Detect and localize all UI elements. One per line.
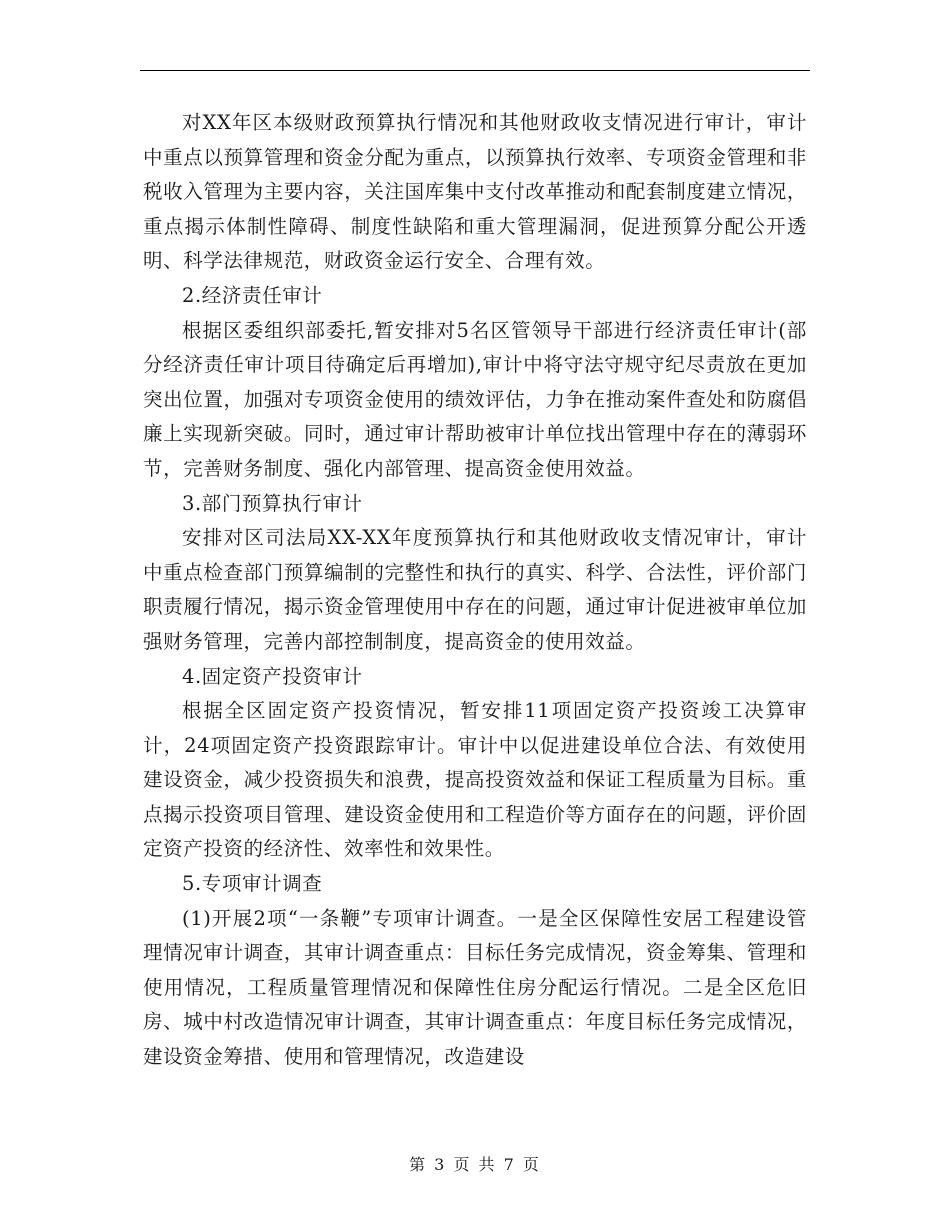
paragraph-economic-responsibility-audit: 根据区委组织部委托,暂安排对5名区管领导干部进行经济责任审计(部分经济责任审计项目待确定后再增加),审计中将守法守规守纪尽责放在更加突出位置，加强对专项资金使用的绩效评估，力争在推动案件查处和防腐倡廉上实现新突破。同时，通过审计帮助被审计单位找出管理中存在的薄弱环节，完善财务制度、强化内部管理、提高资金使用效益。 [143, 318, 807, 480]
heading-economic-responsibility-audit: 2.经济责任审计 [182, 283, 323, 307]
heading-special-audit-survey: 5.专项审计调查 [182, 872, 323, 896]
paragraph-special-audit-survey: (1)开展2项“一条鞭”专项审计调查。一是全区保障性安居工程建设管理情况审计调查，其审计调查重点：目标任务完成情况，资金筹集、管理和使用情况，工程质量管理情况和保障性住房分配运行情况。二是全区危旧房、城中村改造情况审计调查，其审计调查重点：年度目标任务完成情况，建设资金筹措、使用和管理情况，改造建设 [143, 906, 807, 1069]
heading-fixed-asset-investment-audit: 4.固定资产投资审计 [182, 664, 363, 688]
paragraph-fixed-asset-investment-audit: 根据全区固定资产投资情况，暂安排11项固定资产投资竣工决算审计，24项固定资产投资跟踪审计。审计中以促进建设单位合法、有效使用建设资金，减少投资损失和浪费，提高投资效益和保证工程质量为目标。重点揭示投资项目管理、建设资金使用和工程造价等方面存在的问题，评价固定资产投资的经济性、效率性和效果性。 [143, 699, 807, 861]
paragraph-department-budget-audit: 安排对区司法局XX-XX年度预算执行和其他财政收支情况审计，审计中重点检查部门预算编制的完整性和执行的真实、科学、合法性，评价部门职责履行情况，揭示资金管理使用中存在的问题，通过审计促进被审单位加强财务管理，完善内部控制制度，提高资金的使用效益。 [143, 526, 807, 653]
document-body [143, 106, 807, 1075]
paragraph-budget-audit: 对XX年区本级财政预算执行情况和其他财政收支情况进行审计，审计中重点以预算管理和资金分配为重点，以预算执行效率、专项资金管理和非税收入管理为主要内容，关注国库集中支付改革推动和配套制度建立情况，重点揭示体制性障碍、制度性缺陷和重大管理漏洞，促进预算分配公开透明、科学法律规范，财政资金运行安全、合理有效。 [143, 111, 807, 273]
header-rule [140, 70, 810, 71]
heading-department-budget-audit: 3.部门预算执行审计 [182, 491, 363, 515]
page-number-footer: 第 3 页 共 7 页 [409, 1155, 541, 1174]
